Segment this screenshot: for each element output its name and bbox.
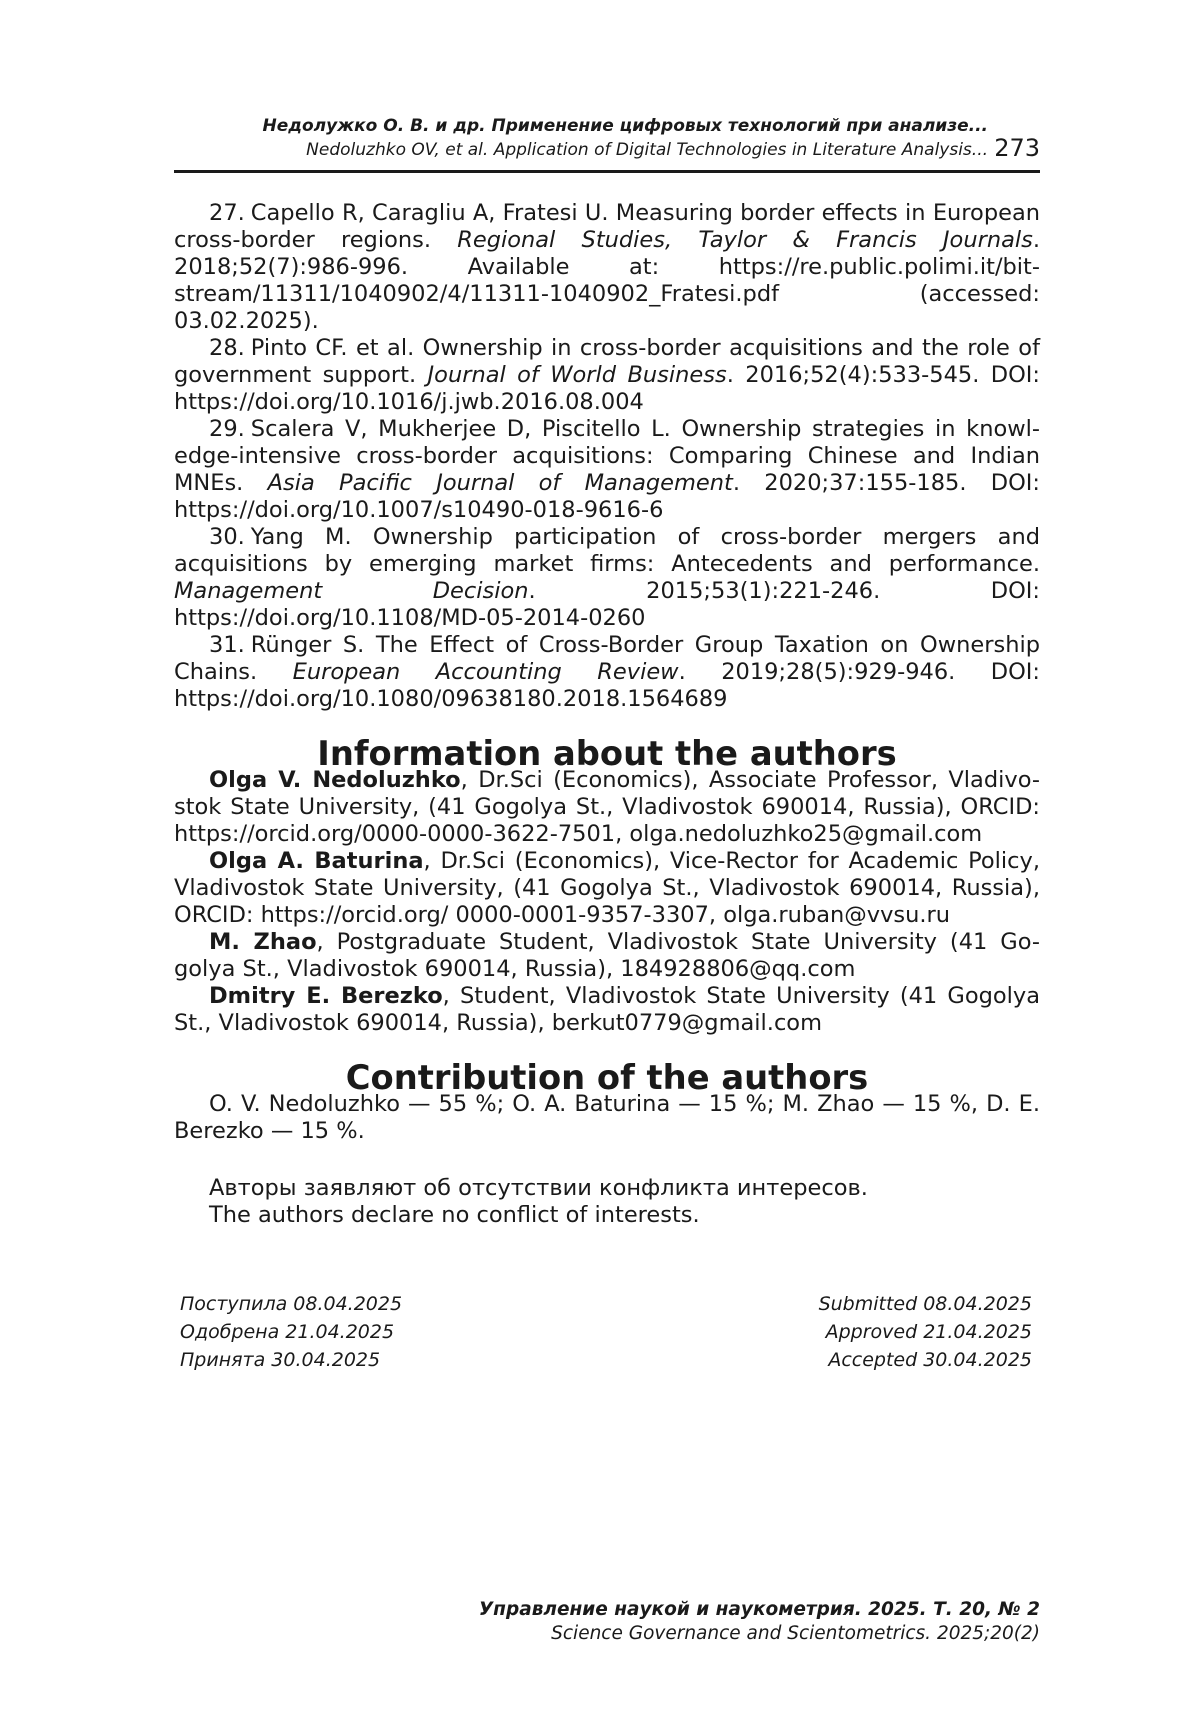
reference-item-30: 30. Yang M. Ownership participation of cross-border mergers and acquisitions by emerging market firms: Antecedents and performance. Management Decision. 2015;53(1):221-246. DOI: https://doi.org/10.1108/MD-05-2014-0260 [174, 524, 1040, 632]
reference-item-31: 31. Rünger S. The Effect of Cross-Border Group Taxation on Ownership Chains. European Accounting Review. 2019;28(5):929-946. DOI: https://doi.org/10.1080/09638180.2018.1564689 [174, 632, 1040, 713]
date-approved-en: Approved 21.04.2025 [819, 1318, 1032, 1346]
date-approved-ru: Одобрена 21.04.2025 [180, 1318, 402, 1346]
date-submitted-en: Submitted 08.04.2025 [819, 1290, 1032, 1318]
authors-section-title: Information about the authors [174, 740, 1040, 767]
journal-name-en: Science Governance and Scientometrics. 2025;20(2) [479, 1622, 1040, 1646]
conflict-of-interest [209, 1175, 868, 1229]
author-info-berezko: Dmitry E. Berezko, Student, Vladivostok State University (41 Gogolya St., Vladivostok 690014, Russia), berkut0779@gmail.com [174, 983, 1040, 1037]
author-info-baturina: Olga A. Baturina, Dr.Sci (Economics), Vice-Rector for Academic Policy, Vladivostok State University, (41 Gogolya St., Vladivostok 690014, Russia), ORCID: https://orcid.org/ 0000-0001-9357-3307, olga.ruban@vvsu.ru [174, 848, 1040, 929]
article-body [174, 200, 1040, 1145]
reference-item-27: 27. Capello R, Caragliu A, Fratesi U. Measuring border effects in European cross-border regions. Regional Studies, Taylor & Francis Journals. 2018;52(7):986-996. Available at: https://re.public.polimi.it/bit-stream/11311/1040902/4/11311-1040902_Fratesi.pdf (accessed: 03.02.2025). [174, 200, 1040, 335]
author-info-zhao: M. Zhao, Postgraduate Student, Vladivostok State University (41 Go-golya St., Vladivostok 690014, Russia), 184928806@qq.com [174, 929, 1040, 983]
journal-name: Regional Studies, Taylor & Francis Journals [457, 227, 1033, 253]
header-rule [174, 170, 1040, 173]
date-received-ru: Поступила 08.04.2025 [180, 1290, 402, 1318]
reference-list [174, 200, 1040, 713]
journal-name: Asia Pacific Journal of Management [268, 470, 733, 496]
journal-footer [479, 1598, 1040, 1646]
page-number: 273 [994, 134, 1040, 162]
journal-name: European Accounting Review [293, 659, 679, 685]
journal-name: Management Decision [174, 578, 529, 604]
running-head-ru: Недолужко О. В. и др. Применение цифровых технологий при анализе... [174, 114, 1040, 138]
date-accepted-ru: Принята 30.04.2025 [180, 1346, 402, 1374]
dates-en [819, 1290, 1032, 1374]
contribution-text: O. V. Nedoluzhko — 55 %; O. A. Baturina — 15 %; M. Zhao — 15 %, D. E. Berezko — 15 %. [174, 1091, 1040, 1145]
author-info-nedoluzhko: Olga V. Nedoluzhko, Dr.Sci (Economics), Associate Professor, Vladivo-stok State University, (41 Gogolya St., Vladivostok 690014, Russia), ORCID: https://orcid.org/0000-0000-3622-7501, olga.nedoluzhko25@gmail.com [174, 767, 1040, 848]
journal-name-ru: Управление наукой и наукометрия. 2025. Т. 20, № 2 [479, 1598, 1040, 1622]
dates-ru [180, 1290, 402, 1374]
contribution-section-title: Contribution of the authors [174, 1064, 1040, 1091]
conflict-statement-en: The authors declare no conflict of interests. [209, 1202, 868, 1229]
reference-item-29: 29. Scalera V, Mukherjee D, Piscitello L. Ownership strategies in knowl-edge-intensive cross-border acquisitions: Comparing Chinese and Indian MNEs. Asia Pacific Journal of Management. 2020;37:155-185. DOI: https://doi.org/10.1007/s10490-018-9616-6 [174, 416, 1040, 524]
article-page [0, 0, 1200, 1725]
date-accepted-en: Accepted 30.04.2025 [819, 1346, 1032, 1374]
running-head-en: Nedoluzhko OV, et al. Application of Digital Technologies in Literature Analysis... [306, 140, 988, 160]
running-head [174, 114, 1040, 168]
reference-item-28: 28. Pinto CF. et al. Ownership in cross-border acquisitions and the role of government support. Journal of World Business. 2016;52(4):533-545. DOI: https://doi.org/10.1016/j.jwb.2016.08.004 [174, 335, 1040, 416]
conflict-statement-ru: Авторы заявляют об отсутствии конфликта интересов. [209, 1175, 868, 1202]
journal-name: Journal of World Business [428, 362, 727, 388]
